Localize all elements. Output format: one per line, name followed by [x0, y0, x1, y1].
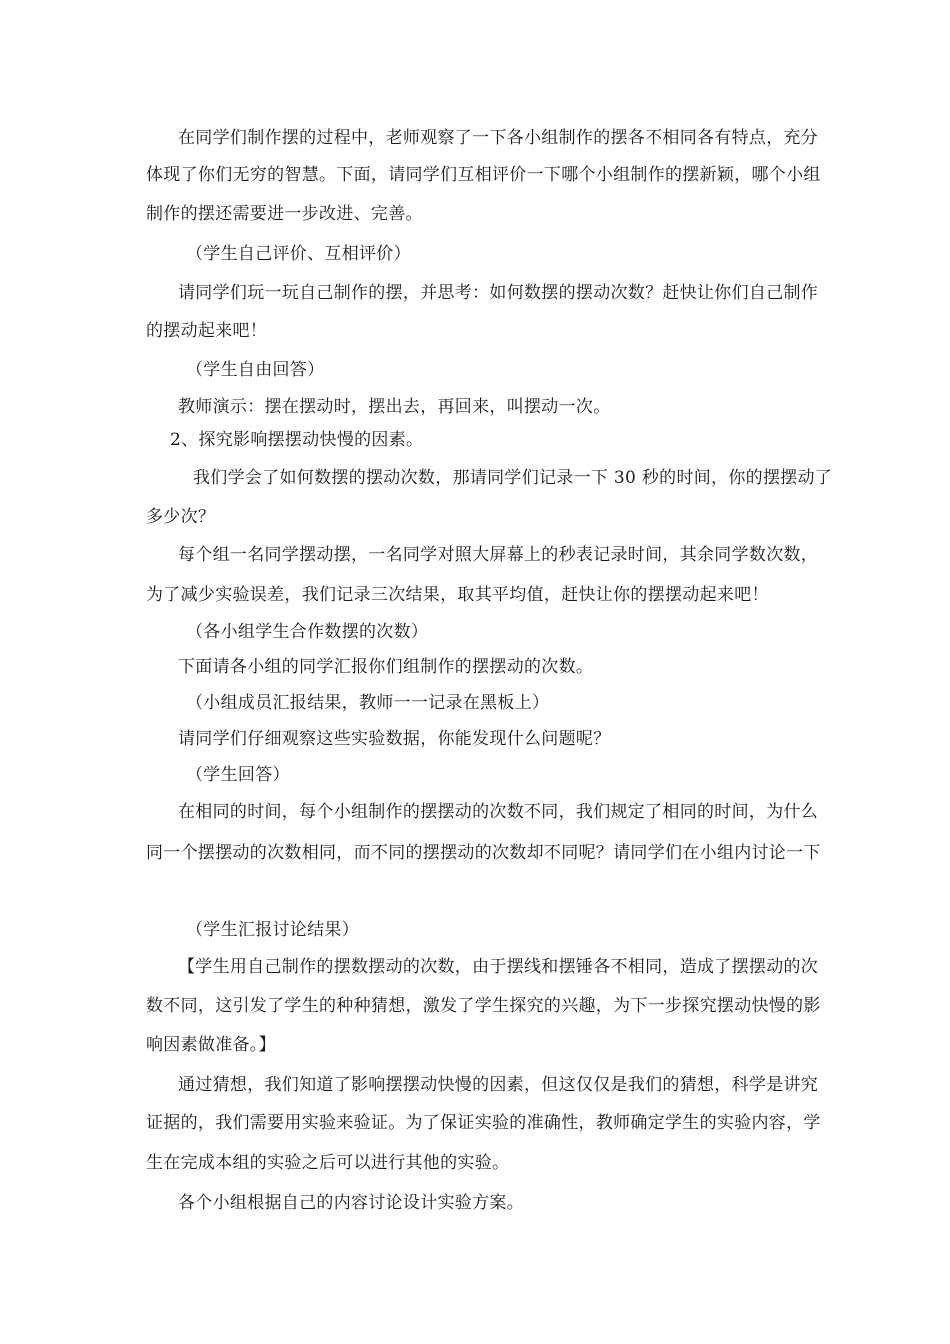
paragraph-line: 数不同，这引发了学生的种种猜想，激发了学生探究的兴趣，为下一步探究摆动快慢的影: [146, 996, 821, 1016]
paragraph-line: 在同学们制作摆的过程中，老师观察了一下各小组制作的摆各不相同各有特点，充分: [178, 128, 819, 148]
paragraph-line: 我们学会了如何数摆的摆动次数，那请同学们记录一下 30 秒的时间，你的摆摆动了: [193, 468, 833, 488]
paragraph-line: 制作的摆还需要进一步改进、完善。: [146, 204, 423, 224]
paragraph-line: （各小组学生合作数摆的次数）: [186, 622, 429, 642]
paragraph-line: 生在完成本组的实验之后可以进行其他的实验。: [146, 1153, 510, 1173]
paragraph-line: 同一个摆摆动的次数相同，而不同的摆摆动的次数却不同呢？请同学们在小组内讨论一下: [146, 843, 821, 863]
paragraph-line: （学生回答）: [186, 765, 290, 785]
paragraph-line: （学生自己评价、互相评价）: [186, 244, 411, 264]
paragraph-line: 的摆动起来吧！: [146, 321, 268, 341]
paragraph-line: 多少次？: [146, 507, 216, 527]
paragraph-line: 【学生用自己制作的摆数摆动的次数，由于摆线和摆锤各不相同，造成了摆摆动的次: [178, 957, 819, 977]
paragraph-line: 每个组一名同学摆动摆，一名同学对照大屏幕上的秒表记录时间，其余同学数次数，: [178, 545, 819, 565]
paragraph-line: 教师演示：摆在摆动时，摆出去，再回来，叫摆动一次。: [178, 397, 611, 417]
paragraph-line: 请同学们玩一玩自己制作的摆，并思考：如何数摆的摆动次数？赶快让你们自己制作: [178, 283, 819, 303]
paragraph-line: 通过猜想，我们知道了影响摆摆动快慢的因素，但这仅仅是我们的猜想，科学是讲究: [178, 1075, 819, 1095]
section-heading: 2、探究影响摆摆动快慢的因素。: [170, 430, 424, 450]
paragraph-line: 为了减少实验误差，我们记录三次结果，取其平均值，赶快让你的摆摆动起来吧！: [146, 585, 769, 605]
paragraph-line: （学生汇报讨论结果）: [186, 920, 359, 940]
paragraph-line: 响因素做准备。】: [146, 1035, 276, 1055]
paragraph-line: 体现了你们无穷的智慧。下面，请同学们互相评价一下哪个小组制作的摆新颖，哪个小组: [146, 165, 821, 185]
paragraph-line: 各个小组根据自己的内容讨论设计实验方案。: [178, 1193, 524, 1213]
paragraph-line: （小组成员汇报结果，教师一一记录在黑板上）: [186, 693, 550, 713]
paragraph-line: （学生自由回答）: [186, 360, 325, 380]
paragraph-line: 下面请各小组的同学汇报你们组制作的摆摆动的次数。: [178, 657, 594, 677]
paragraph-line: 请同学们仔细观察这些实验数据，你能发现什么问题呢？: [178, 729, 611, 749]
paragraph-line: 在相同的时间，每个小组制作的摆摆动的次数不同，我们规定了相同的时间，为什么: [178, 802, 819, 822]
paragraph-line: 证据的，我们需要用实验来验证。为了保证实验的准确性，教师确定学生的实验内容，学: [146, 1113, 821, 1133]
